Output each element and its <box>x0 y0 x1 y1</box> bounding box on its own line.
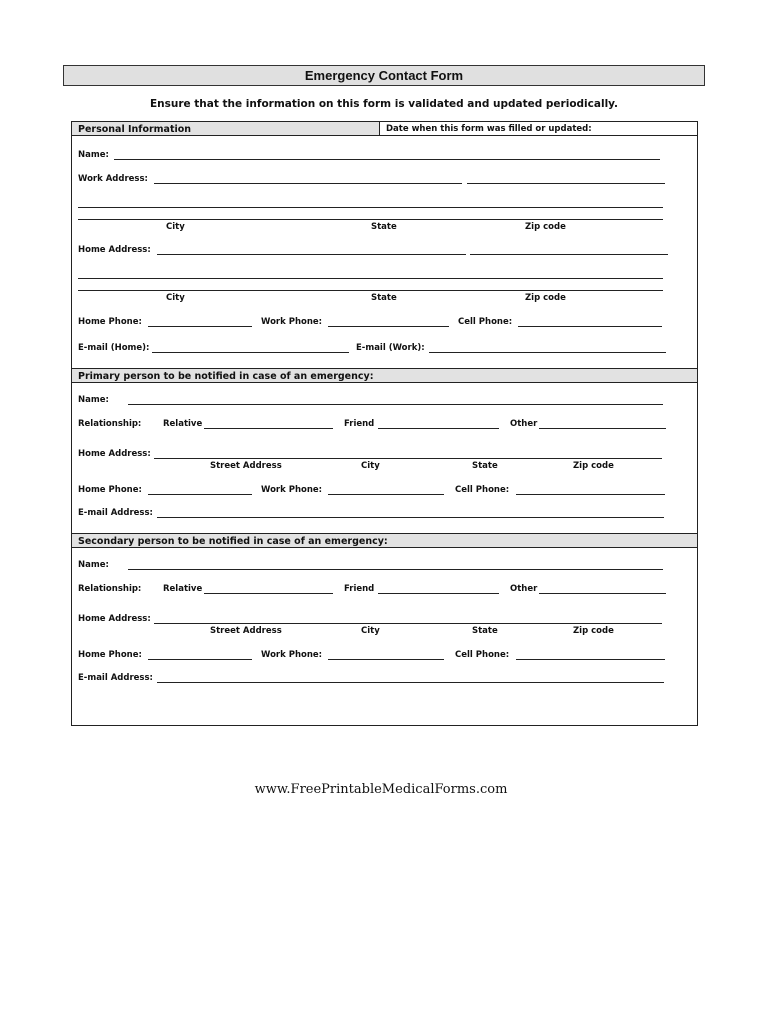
personal-name-label: Name: <box>78 150 109 160</box>
secondary-name-label: Name: <box>78 560 109 570</box>
primary-relationship-label: Relationship: <box>78 419 142 429</box>
work-zip-caption: Zip code <box>525 222 566 232</box>
email-work-label: E-mail (Work): <box>356 343 425 353</box>
secondary-name-field[interactable] <box>128 569 663 570</box>
date-filled-cell[interactable] <box>379 122 697 135</box>
secondary-friend-label: Friend <box>344 584 375 594</box>
secondary-cell-phone-field[interactable] <box>516 659 665 660</box>
date-filled-label: Date when this form was filled or updated: <box>386 124 592 134</box>
work-phone-field[interactable] <box>328 326 449 327</box>
work-address-label: Work Address: <box>78 174 148 184</box>
secondary-city-caption: City <box>361 626 380 636</box>
secondary-other-label: Other <box>510 584 538 594</box>
primary-name-field[interactable] <box>128 404 663 405</box>
work-city-caption: City <box>166 222 185 232</box>
primary-contact-header <box>72 368 697 383</box>
email-work-field[interactable] <box>429 352 666 353</box>
work-address-field-4[interactable] <box>78 219 663 220</box>
personal-info-header <box>72 121 697 136</box>
primary-friend-label: Friend <box>344 419 375 429</box>
primary-email-field[interactable] <box>157 517 664 518</box>
primary-email-label: E-mail Address: <box>78 508 153 518</box>
primary-other-label: Other <box>510 419 538 429</box>
primary-home-address-field[interactable] <box>154 458 662 459</box>
secondary-relative-label: Relative <box>163 584 203 594</box>
primary-zip-caption: Zip code <box>573 461 614 471</box>
work-address-field-3[interactable] <box>78 207 663 208</box>
secondary-contact-header-label: Secondary person to be notified in case of an emergency: <box>78 536 388 547</box>
secondary-home-address-field[interactable] <box>154 623 662 624</box>
primary-relative-field[interactable] <box>204 428 333 429</box>
home-phone-field[interactable] <box>148 326 252 327</box>
primary-home-phone-label: Home Phone: <box>78 485 142 495</box>
primary-work-phone-label: Work Phone: <box>261 485 323 495</box>
home-address-field-1[interactable] <box>157 254 466 255</box>
work-address-field-1[interactable] <box>154 183 462 184</box>
secondary-home-address-label: Home Address: <box>78 614 151 624</box>
home-address-label: Home Address: <box>78 245 151 255</box>
form-subtitle: Ensure that the information on this form is validated and updated periodically. <box>149 98 619 110</box>
primary-cell-phone-label: Cell Phone: <box>455 485 510 495</box>
form-title: Emergency Contact Form <box>63 65 705 86</box>
secondary-home-phone-field[interactable] <box>148 659 252 660</box>
secondary-relationship-label: Relationship: <box>78 584 142 594</box>
home-state-caption: State <box>371 293 397 303</box>
home-phone-label: Home Phone: <box>78 317 142 327</box>
secondary-zip-caption: Zip code <box>573 626 614 636</box>
primary-home-phone-field[interactable] <box>148 494 252 495</box>
secondary-cell-phone-label: Cell Phone: <box>455 650 510 660</box>
secondary-street-caption: Street Address <box>210 626 282 636</box>
email-home-label: E-mail (Home): <box>78 343 150 353</box>
home-address-field-2[interactable] <box>470 254 668 255</box>
home-address-field-3[interactable] <box>78 278 663 279</box>
cell-phone-label: Cell Phone: <box>458 317 513 327</box>
work-phone-label: Work Phone: <box>261 317 323 327</box>
primary-contact-header-label: Primary person to be notified in case of an emergency: <box>78 371 374 382</box>
secondary-work-phone-field[interactable] <box>328 659 444 660</box>
primary-friend-field[interactable] <box>378 428 499 429</box>
primary-street-caption: Street Address <box>210 461 282 471</box>
work-state-caption: State <box>371 222 397 232</box>
primary-city-caption: City <box>361 461 380 471</box>
home-city-caption: City <box>166 293 185 303</box>
primary-other-field[interactable] <box>539 428 666 429</box>
primary-work-phone-field[interactable] <box>328 494 444 495</box>
work-address-field-2[interactable] <box>467 183 665 184</box>
cell-phone-field[interactable] <box>518 326 662 327</box>
home-zip-caption: Zip code <box>525 293 566 303</box>
primary-relative-label: Relative <box>163 419 203 429</box>
secondary-home-phone-label: Home Phone: <box>78 650 142 660</box>
email-home-field[interactable] <box>152 352 349 353</box>
secondary-email-label: E-mail Address: <box>78 673 153 683</box>
secondary-state-caption: State <box>472 626 498 636</box>
secondary-work-phone-label: Work Phone: <box>261 650 323 660</box>
primary-cell-phone-field[interactable] <box>516 494 665 495</box>
secondary-friend-field[interactable] <box>378 593 499 594</box>
primary-home-address-label: Home Address: <box>78 449 151 459</box>
secondary-relative-field[interactable] <box>204 593 333 594</box>
primary-state-caption: State <box>472 461 498 471</box>
personal-info-header-label: Personal Information <box>78 124 192 135</box>
home-address-field-4[interactable] <box>78 290 663 291</box>
secondary-email-field[interactable] <box>157 682 664 683</box>
secondary-contact-header <box>72 533 697 548</box>
primary-name-label: Name: <box>78 395 109 405</box>
secondary-other-field[interactable] <box>539 593 666 594</box>
footer-website: www.FreePrintableMedicalForms.com <box>254 782 508 797</box>
personal-name-field[interactable] <box>114 159 660 160</box>
